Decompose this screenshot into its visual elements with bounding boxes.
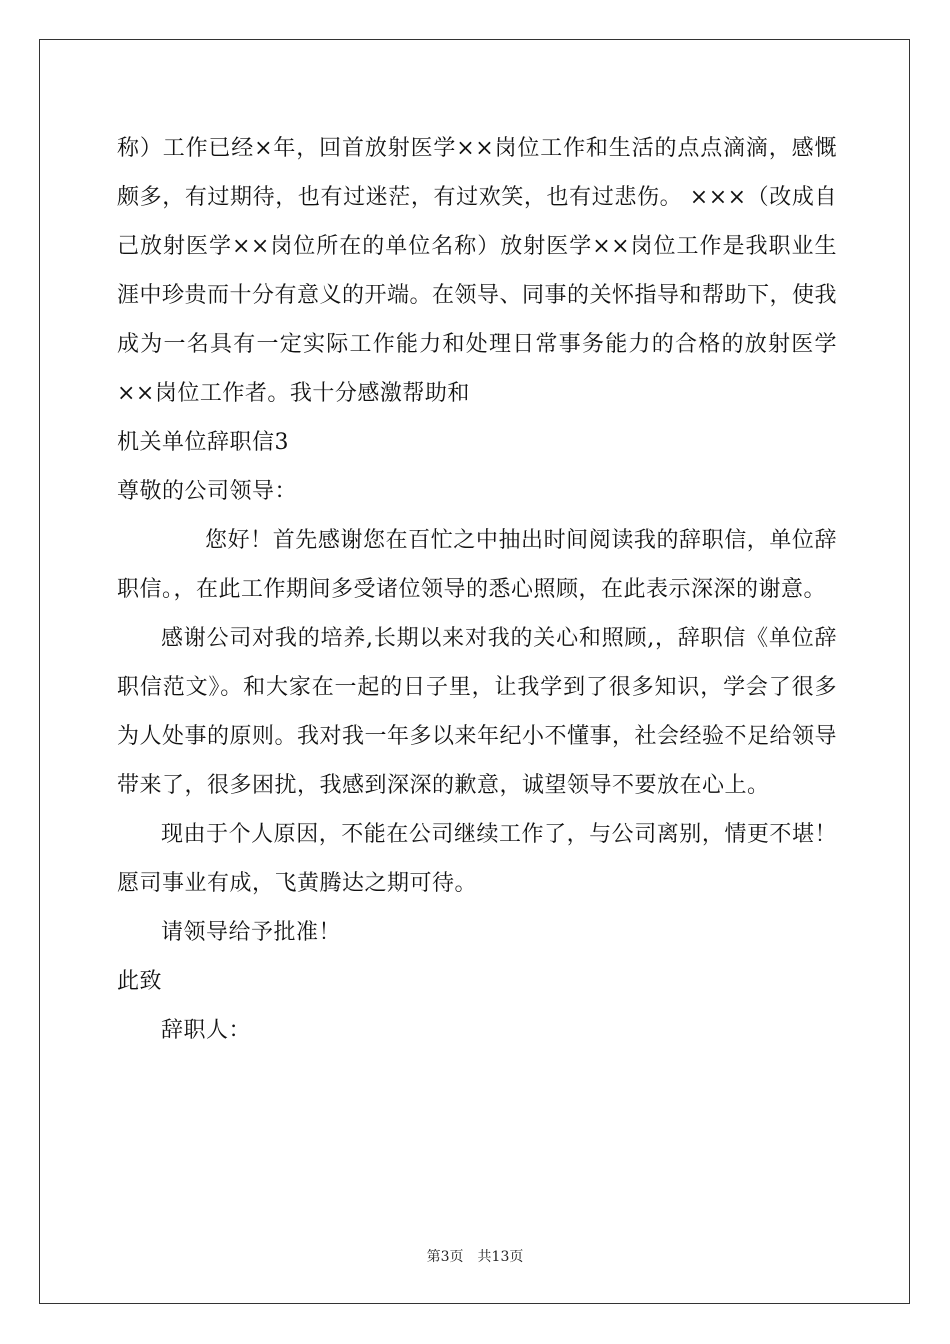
paragraph-reason: 现由于个人原因，不能在公司继续工作了，与公司离别，情更不堪！愿司事业有成，飞黄腾达之期可待。 [117,822,837,896]
paragraph-thanks: 感谢公司对我的培养,长期以来对我的关心和照顾,，辞职信《单位辞职信范文》。和大家在一起的日子里，让我学到了很多知识，学会了很多为人处事的原则。我对我一年多以来年纪小不懂事，社会经验不足给领导带来了，很多困扰，我感到深深的歉意，诚望领导不要放在心上。 [117,626,838,798]
paragraph-greeting: 您好！首先感谢您在百忙之中抽出时间阅读我的辞职信，单位辞职信。，在此工作期间多受诸位领导的悉心照顾，在此表示深深的谢意。 [117,528,837,602]
paragraph-request: 请领导给予批准！ [161,920,342,945]
paragraph-1: 称）工作已经×年，回首放射医学××岗位工作和生活的点点滴滴，感慨颇多，有过期待，也有过迷茫，有过欢笑，也有过悲伤。 ×××（改成自己放射医学××岗位所在的单位名称）放射医学××岗位工作是我职业生涯中珍贵而十分有意义的开端。在领导、同事的关怀指导和帮助下，使我成为一名具有一定实际工作能力和处理日常事务能力的合格的放射医学××岗位工作者。我十分感激帮助和 [117,136,838,406]
paragraph-section-title: 机关单位辞职信3 [117,430,289,455]
paragraph-signature: 辞职人： [161,1018,252,1043]
page-number-footer: 第3页 共13页 [426,1249,524,1265]
document-body [117,124,837,1055]
paragraph-salutation: 尊敬的公司领导： [117,479,298,504]
paragraph-closing: 此致 [117,969,163,994]
